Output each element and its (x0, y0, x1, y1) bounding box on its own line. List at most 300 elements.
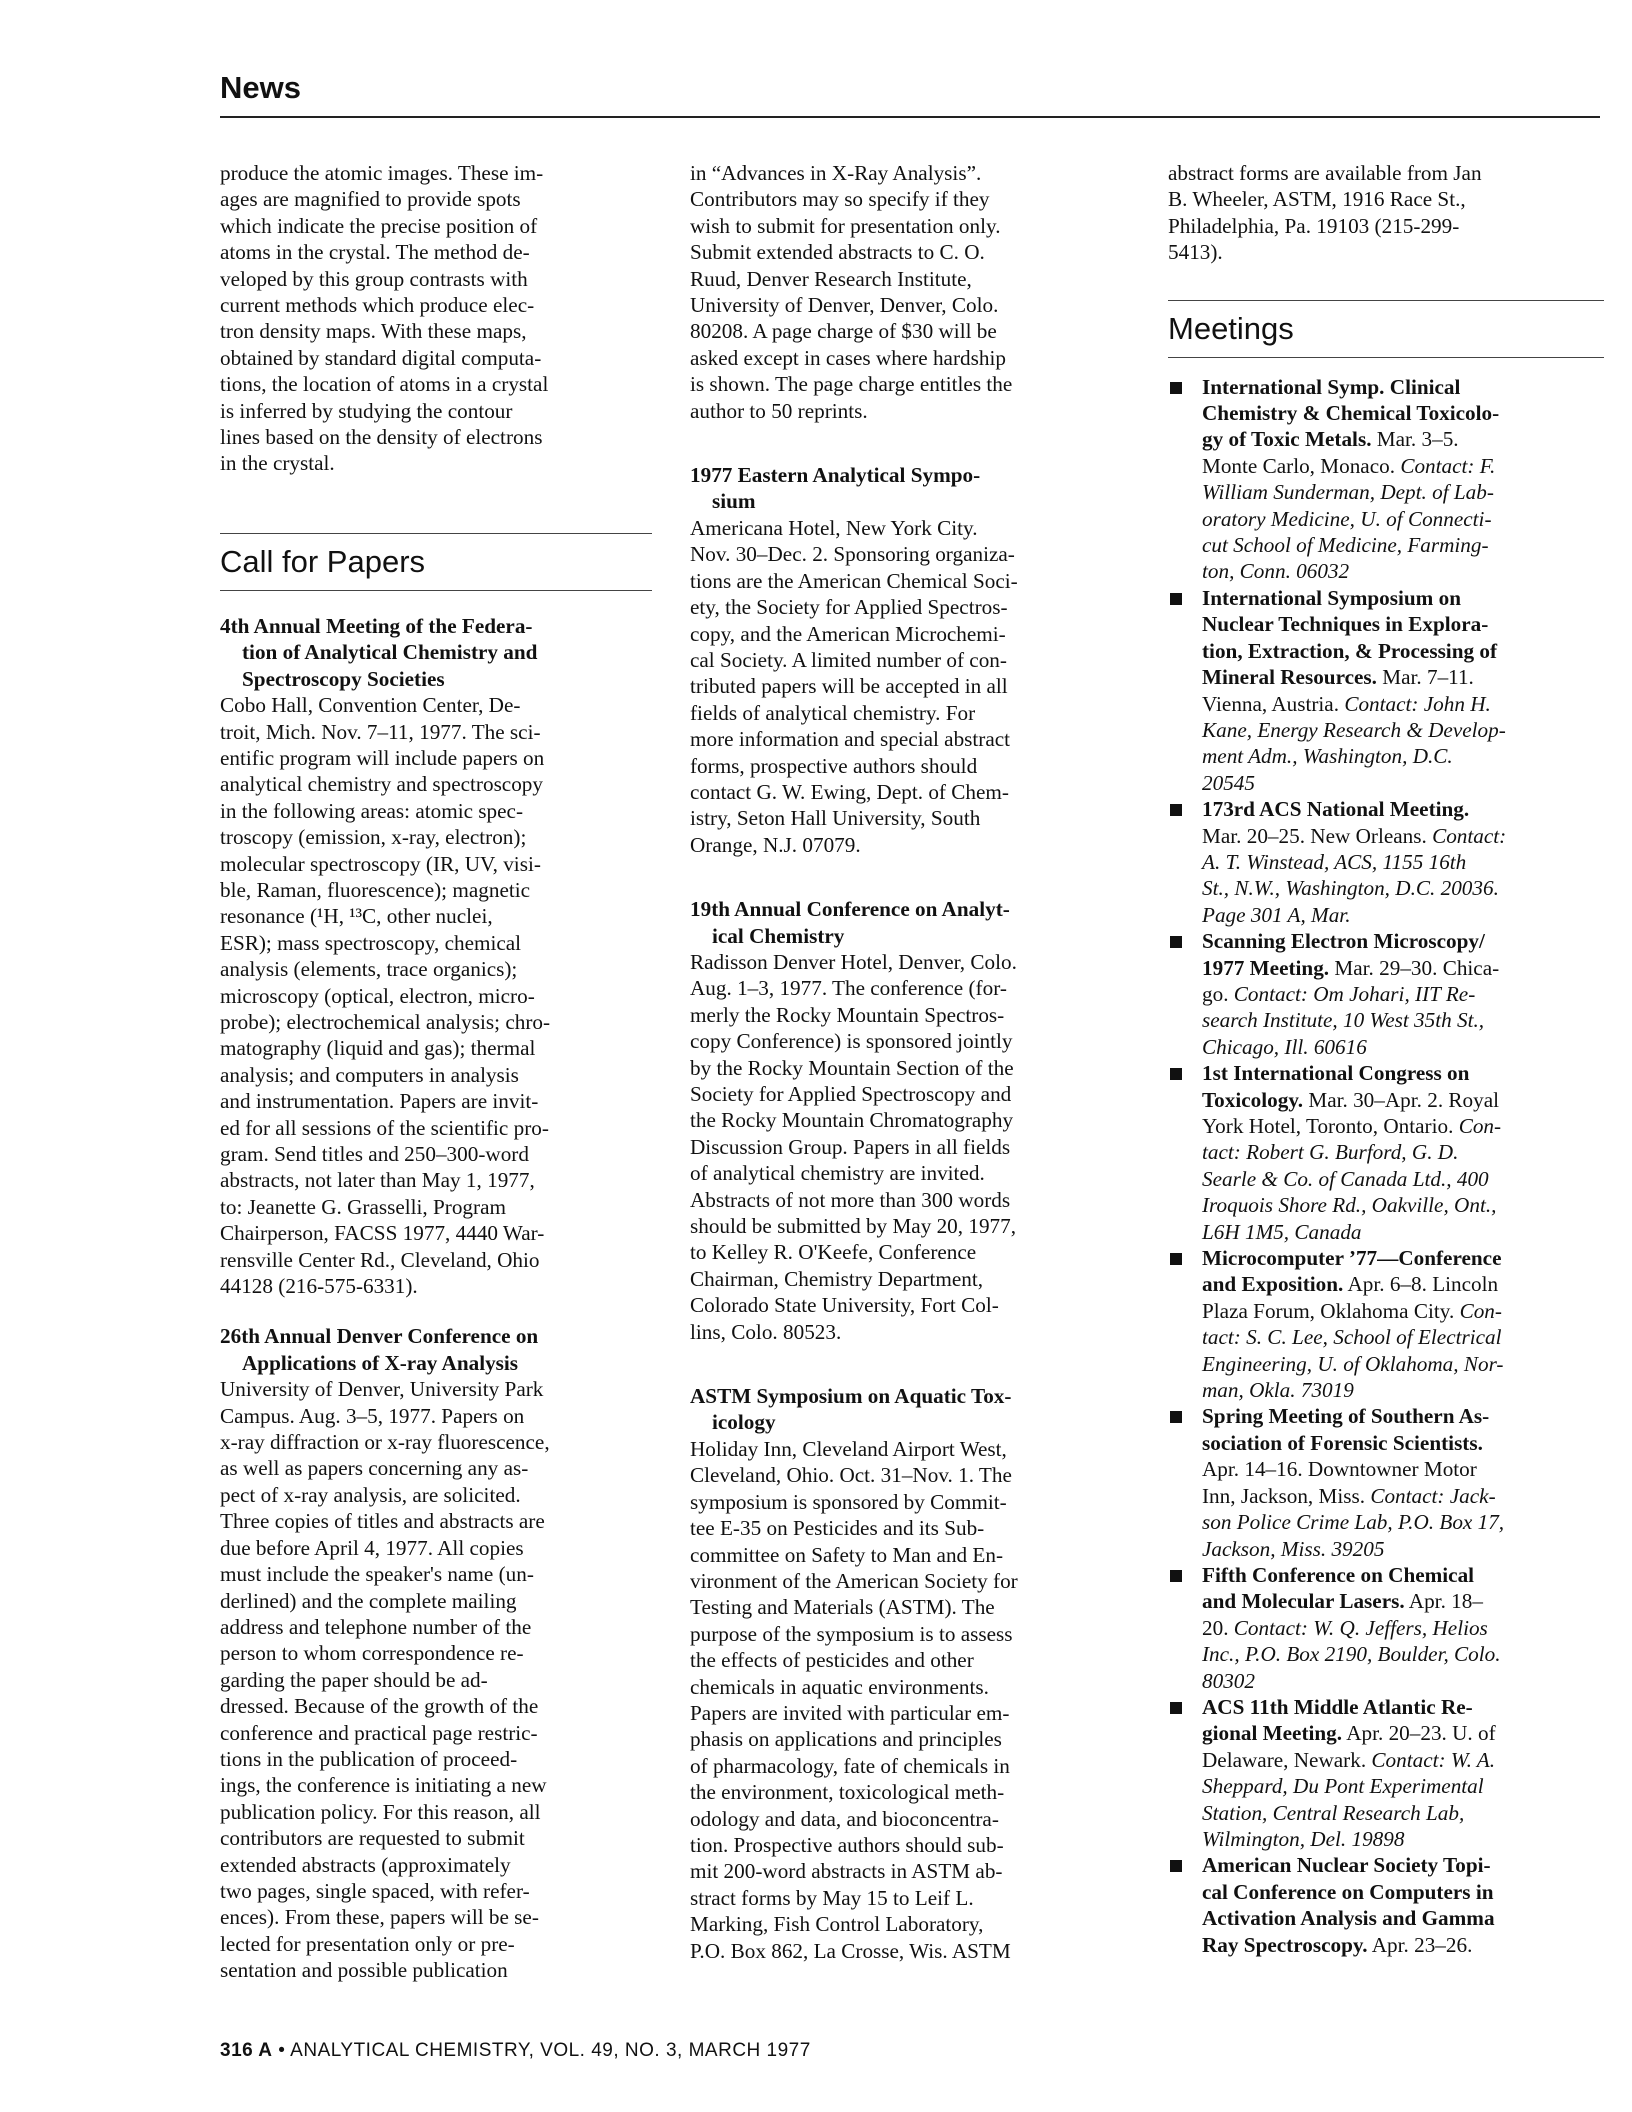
text-line: two pages, single spaced, with refer- (220, 1878, 530, 1903)
meeting-title: ACS 11th Middle Atlantic Re- (1202, 1694, 1473, 1719)
meeting-line (1202, 532, 1604, 558)
text-line: microscopy (optical, electron, micro- (220, 983, 535, 1008)
text-line: vironment of the American Society for (690, 1568, 1018, 1593)
meeting-title: Chemistry & Chemical Toxicolo- (1202, 401, 1500, 426)
text-line: contact G. W. Ewing, Dept. of Chem- (690, 779, 1009, 804)
meeting-line (1202, 479, 1604, 505)
meeting-line (1202, 743, 1604, 769)
text-line: 4th Annual Meeting of the Federa- (220, 613, 533, 638)
text-line: P.O. Box 862, La Crosse, Wis. ASTM (690, 1938, 1011, 1963)
text-line: odology and data, and bioconcentra- (690, 1806, 999, 1831)
text-line: chemicals in aquatic environments. (690, 1674, 989, 1699)
text-line: tron density maps. With these maps, (220, 319, 527, 344)
meeting-line (1202, 1007, 1604, 1033)
meeting-line (1202, 1245, 1604, 1271)
text-line: mit 200-word abstracts in ASTM ab- (690, 1859, 1003, 1884)
meeting-line (1202, 1166, 1604, 1192)
text-line: Three copies of titles and abstracts are (220, 1509, 545, 1534)
meeting-contact: search Institute, 10 West 35th St., (1202, 1008, 1485, 1033)
meeting-line (1202, 955, 1604, 981)
meeting-title: 1st International Congress on (1202, 1061, 1470, 1086)
meeting-line (1202, 1694, 1604, 1720)
text-line: in the following areas: atomic spec- (220, 798, 523, 823)
text-line: matography (liquid and gas); thermal (220, 1036, 536, 1061)
astm-body (690, 1436, 1120, 1964)
meeting-contact: Contact: John H. (1344, 691, 1491, 716)
text-line: forms, prospective authors should (690, 753, 978, 778)
meeting-line (1202, 1139, 1604, 1165)
text-line: Submit extended abstracts to C. O. (690, 240, 985, 265)
text-line: contributors are requested to submit (220, 1826, 525, 1851)
meeting-details: Mar. 30–Apr. 2. Royal (1303, 1087, 1500, 1112)
square-bullet-icon (1170, 1411, 1182, 1423)
meeting-details: Plaza Forum, Oklahoma City. (1202, 1298, 1460, 1323)
meeting-details: York Hotel, Toronto, Ontario. (1202, 1114, 1459, 1138)
text-line: address and telephone number of the (220, 1614, 532, 1639)
meeting-details: Inn, Jackson, Miss. (1202, 1483, 1371, 1508)
meeting-details: Delaware, Newark. (1202, 1747, 1372, 1772)
meeting-line (1202, 1324, 1604, 1350)
meeting-title: Fifth Conference on Chemical (1202, 1562, 1475, 1587)
text-line: merly the Rocky Mountain Spectros- (690, 1002, 1005, 1027)
text-line: B. Wheeler, ASTM, 1916 Race St., (1168, 187, 1466, 212)
text-line: Applications of X-ray Analysis (242, 1350, 519, 1375)
meeting-line (1202, 1060, 1604, 1086)
meeting-contact: 20545 (1202, 770, 1255, 795)
text-line: probe); electrochemical analysis; chro- (220, 1009, 551, 1034)
meeting-contact: Sheppard, Du Pont Experimental (1202, 1774, 1484, 1799)
meeting-contact: tact: Robert G. Burford, G. D. (1202, 1140, 1459, 1165)
meeting-line (1202, 1351, 1604, 1377)
text-line: ESR); mass spectroscopy, chemical (220, 930, 522, 955)
meeting-contact: Station, Central Research Lab, (1202, 1800, 1465, 1825)
meeting-line (1202, 1720, 1604, 1746)
text-line: fields of analytical chemistry. For (690, 700, 976, 725)
intro-paragraph (220, 160, 652, 477)
meeting-title: gional Meeting. (1202, 1721, 1343, 1746)
meeting-line (1202, 1562, 1604, 1588)
text-line: stract forms by May 15 to Leif L. (690, 1885, 974, 1910)
meeting-details: Apr. 18– (1404, 1589, 1483, 1614)
text-line: University of Denver, University Park (220, 1377, 544, 1402)
meeting-line (1202, 611, 1604, 637)
meeting-contact: tact: S. C. Lee, School of Electrical (1202, 1325, 1502, 1350)
text-line: Americana Hotel, New York City. (690, 515, 978, 540)
meeting-title: sociation of Forensic Scientists. (1202, 1430, 1483, 1455)
text-line: 5413). (1168, 240, 1223, 265)
meeting-line (1202, 875, 1604, 901)
text-line: Orange, N.J. 07079. (690, 832, 861, 857)
text-line: cal Society. A limited number of con- (690, 647, 1007, 672)
text-line: by the Rocky Mountain Section of the (690, 1055, 1014, 1080)
text-line: Cobo Hall, Convention Center, De- (220, 693, 521, 718)
text-line: the Rocky Mountain Chromatography (690, 1108, 1014, 1133)
journal-citation: ANALYTICAL CHEMISTRY, VOL. 49, NO. 3, MARCH 1977 (290, 2040, 811, 2061)
meeting-line (1202, 981, 1604, 1007)
text-line: tion of Analytical Chemistry and (242, 640, 538, 665)
text-line: Testing and Materials (ASTM). The (690, 1595, 995, 1620)
text-line: entific program will include papers on (220, 745, 545, 770)
square-bullet-icon (1170, 804, 1182, 816)
text-line: tions, the location of atoms in a crystal (220, 372, 549, 397)
meeting-title: Activation Analysis and Gamma (1202, 1906, 1495, 1931)
text-line: veloped by this group contrasts with (220, 266, 528, 291)
text-line: ety, the Society for Applied Spectros- (690, 595, 1008, 620)
text-line: asked except in cases where hardship (690, 345, 1006, 370)
meeting-title: American Nuclear Society Topi- (1202, 1853, 1491, 1878)
text-line: 19th Annual Conference on Analyt- (690, 897, 1010, 922)
text-line: Nov. 30–Dec. 2. Sponsoring organiza- (690, 542, 1015, 567)
meeting-contact: man, Okla. 73019 (1202, 1378, 1354, 1403)
meeting-line (1202, 426, 1604, 452)
square-bullet-icon (1170, 936, 1182, 948)
meeting-line (1202, 1641, 1604, 1667)
section-header: News (220, 70, 301, 105)
meeting-line (1202, 928, 1604, 954)
meeting-title: 173rd ACS National Meeting. (1202, 797, 1470, 822)
meetings-heading: Meetings (1168, 300, 1604, 358)
text-line: 80208. A page charge of $30 will be (690, 319, 997, 344)
meeting-item (1168, 1245, 1604, 1403)
text-line: Chairperson, FACSS 1977, 4440 War- (220, 1221, 545, 1246)
meeting-details: Apr. 23–26. (1367, 1932, 1473, 1957)
meeting-contact: William Sunderman, Dept. of Lab- (1202, 480, 1494, 505)
text-line: tions are the American Chemical Soci- (690, 568, 1018, 593)
denver-title (220, 1323, 652, 1376)
meeting-contact: Contact: W. A. (1371, 1747, 1496, 1772)
text-line: should be submitted by May 20, 1977, (690, 1214, 1017, 1239)
text-line: tributed papers will be accepted in all (690, 674, 1008, 699)
meeting-line (1202, 1905, 1604, 1931)
text-line: lins, Colo. 80523. (690, 1319, 842, 1344)
text-line: symposium is sponsored by Commit- (690, 1489, 1007, 1514)
meeting-title: cal Conference on Computers in (1202, 1879, 1494, 1904)
meeting-contact: 80302 (1202, 1668, 1255, 1693)
text-line: Ruud, Denver Research Institute, (690, 266, 972, 291)
meeting-contact: St., N.W., Washington, D.C. 20036. (1202, 876, 1499, 901)
text-line: lected for presentation only or pre- (220, 1931, 515, 1956)
meeting-details: Apr. 20–23. U. of (1342, 1721, 1496, 1746)
text-line: due before April 4, 1977. All copies (220, 1535, 524, 1560)
text-line: tion. Prospective authors should sub- (690, 1832, 1004, 1857)
text-line: sium (712, 489, 756, 514)
text-line: analytical chemistry and spectroscopy (220, 772, 543, 797)
text-line: Holiday Inn, Cleveland Airport West, (690, 1436, 1007, 1461)
meeting-line (1202, 1113, 1604, 1139)
meeting-contact: Contact: W. Q. Jeffers, Helios (1233, 1615, 1488, 1640)
meeting-contact: Searle & Co. of Canada Ltd., 400 (1202, 1166, 1489, 1191)
text-line: to Kelley R. O'Keefe, Conference (690, 1240, 977, 1265)
text-line: 44128 (216-575-6331). (220, 1274, 418, 1299)
text-line: Cleveland, Ohio. Oct. 31–Nov. 1. The (690, 1463, 1012, 1488)
text-line: ings, the conference is initiating a new (220, 1773, 547, 1798)
text-line: current methods which produce elec- (220, 293, 535, 318)
text-line: rensville Center Rd., Cleveland, Ohio (220, 1247, 540, 1272)
meeting-line (1202, 1298, 1604, 1324)
text-line: as well as papers concerning any as- (220, 1456, 529, 1481)
text-line: to: Jeanette G. Grasselli, Program (220, 1194, 506, 1219)
page-footer (220, 2040, 811, 2062)
meeting-line (1202, 585, 1604, 611)
text-line: abstract forms are available from Jan (1168, 161, 1482, 185)
meeting-line (1202, 374, 1604, 400)
text-line: Society for Applied Spectroscopy and (690, 1082, 1012, 1106)
text-line: lines based on the density of electrons (220, 425, 543, 450)
text-line: Aug. 1–3, 1977. The conference (for- (690, 976, 1007, 1001)
meeting-contact: Iroquois Shore Rd., Oakville, Ont., (1202, 1193, 1497, 1218)
text-line: analysis (elements, trace organics); (220, 957, 518, 982)
meeting-details: 20. (1202, 1615, 1234, 1640)
text-line: ages are magnified to provide spots (220, 187, 521, 212)
meeting-line (1202, 1747, 1604, 1773)
text-line: Radisson Denver Hotel, Denver, Colo. (690, 949, 1017, 974)
text-line: resonance (¹H, ¹³C, other nuclei, (220, 904, 493, 929)
meeting-line (1202, 1826, 1604, 1852)
eastern-title (690, 462, 1120, 515)
square-bullet-icon (1170, 593, 1182, 605)
text-line: conference and practical page restric- (220, 1720, 538, 1745)
text-line: produce the atomic images. These im- (220, 161, 544, 185)
text-line: is inferred by studying the contour (220, 398, 513, 423)
text-line: University of Denver, Denver, Colo. (690, 293, 999, 318)
meeting-line (1202, 664, 1604, 690)
text-line: in the crystal. (220, 451, 335, 476)
meeting-line (1202, 506, 1604, 532)
meeting-line (1202, 400, 1604, 426)
call-for-papers-heading: Call for Papers (220, 533, 652, 591)
astm-title (690, 1383, 1120, 1436)
text-line: copy, and the American Microchemi- (690, 621, 1006, 646)
meeting-contact: Engineering, U. of Oklahoma, Nor- (1202, 1351, 1504, 1376)
meeting-line (1202, 558, 1604, 584)
meeting-item (1168, 1694, 1604, 1852)
meeting-details: Mar. 29–30. Chica- (1329, 955, 1500, 980)
meeting-details: Mar. 3–5. (1371, 427, 1459, 452)
text-line: atoms in the crystal. The method de- (220, 240, 530, 265)
text-line: Spectroscopy Societies (242, 666, 445, 691)
meeting-title: Nuclear Techniques in Explora- (1202, 612, 1489, 637)
meeting-line (1202, 1034, 1604, 1060)
text-line: troit, Mich. Nov. 7–11, 1977. The sci- (220, 719, 541, 744)
meeting-contact: cut School of Medicine, Farming- (1202, 533, 1489, 558)
meeting-line (1202, 849, 1604, 875)
text-line: ASTM Symposium on Aquatic Tox- (690, 1384, 1012, 1409)
text-line: in “Advances in X-Ray Analysis”. (690, 161, 982, 185)
text-line: and instrumentation. Papers are invit- (220, 1089, 539, 1114)
meeting-title: Scanning Electron Microscopy/ (1202, 929, 1485, 954)
meeting-title: gy of Toxic Metals. (1202, 427, 1372, 452)
meeting-contact: Contact: F. (1400, 453, 1496, 478)
text-line: Chairman, Chemistry Department, (690, 1266, 984, 1291)
meeting-line (1202, 1456, 1604, 1482)
meeting-item (1168, 1852, 1604, 1958)
meeting-contact: Wilmington, Del. 19898 (1202, 1826, 1405, 1851)
meeting-contact: Contact: (1432, 823, 1507, 848)
meeting-line (1202, 1403, 1604, 1429)
text-line: is shown. The page charge entitles the (690, 372, 1013, 397)
text-line: ical Chemistry (712, 923, 845, 948)
text-line: of pharmacology, fate of chemicals in (690, 1753, 1010, 1778)
meeting-contact: Con- (1459, 1298, 1502, 1323)
meeting-item (1168, 796, 1604, 928)
text-line: gram. Send titles and 250–300-word (220, 1142, 529, 1166)
meeting-contact: Kane, Energy Research & Develop- (1202, 717, 1506, 742)
meeting-contact: A. T. Winstead, ACS, 1155 16th (1202, 849, 1467, 874)
meeting-contact: Page 301 A, Mar. (1202, 902, 1351, 927)
meeting-contact: ment Adm., Washington, D.C. (1202, 744, 1453, 769)
meeting-item (1168, 928, 1604, 1060)
meeting-line (1202, 796, 1604, 822)
meeting-line (1202, 1377, 1604, 1403)
text-line: dressed. Because of the growth of the (220, 1694, 539, 1719)
text-line: of analytical chemistry are invited. (690, 1161, 985, 1186)
text-line: 26th Annual Denver Conference on (220, 1324, 539, 1349)
meeting-title: International Symposium on (1202, 585, 1462, 610)
meeting-contact: oratory Medicine, U. of Connecti- (1202, 506, 1492, 531)
square-bullet-icon (1170, 1860, 1182, 1872)
meeting-line (1202, 1773, 1604, 1799)
text-line: icology (712, 1410, 776, 1435)
meeting-line (1202, 1879, 1604, 1905)
page-number: 316 A (220, 2040, 273, 2061)
meeting-title: and Exposition. (1202, 1272, 1344, 1297)
meeting-line (1202, 691, 1604, 717)
meeting-contact: Contact: Om Johari, IIT Re- (1233, 981, 1476, 1006)
text-line: purpose of the symposium is to assess (690, 1621, 1013, 1646)
text-line: x-ray diffraction or x-ray fluorescence, (220, 1430, 550, 1455)
meeting-line (1202, 902, 1604, 928)
text-line: obtained by standard digital computa- (220, 345, 542, 370)
meeting-title: 1977 Meeting. (1202, 955, 1330, 980)
text-line: 1977 Eastern Analytical Sympo- (690, 463, 981, 488)
meeting-line (1202, 1483, 1604, 1509)
denver-continuation (690, 160, 1120, 424)
meeting-details: Mar. 7–11. (1376, 665, 1474, 690)
meeting-title: Microcomputer ’77—Conference (1202, 1246, 1502, 1271)
meeting-line (1202, 770, 1604, 796)
text-line: analysis; and computers in analysis (220, 1062, 519, 1087)
square-bullet-icon (1170, 1570, 1182, 1582)
text-line: Contributors may so specify if they (690, 187, 990, 212)
meeting-details: go. (1202, 981, 1234, 1006)
text-line: derlined) and the complete mailing (220, 1588, 517, 1613)
square-bullet-icon (1170, 382, 1182, 394)
meeting-line (1202, 1192, 1604, 1218)
meeting-item (1168, 1403, 1604, 1561)
meeting-title: tion, Extraction, & Processing of (1202, 638, 1498, 663)
text-line: person to whom correspondence re- (220, 1641, 524, 1666)
meeting-line (1202, 453, 1604, 479)
meeting-line (1202, 1852, 1604, 1878)
footer-separator: • (278, 2040, 286, 2061)
text-line: garding the paper should be ad- (220, 1667, 488, 1692)
meeting-contact: ton, Conn. 06032 (1202, 559, 1350, 584)
text-line: ble, Raman, fluorescence); magnetic (220, 877, 531, 902)
text-line: must include the speaker's name (un- (220, 1562, 534, 1587)
annual19-body (690, 949, 1120, 1345)
header-rule (220, 116, 1600, 118)
text-line: pect of x-ray analysis, are solicited. (220, 1482, 521, 1507)
text-line: which indicate the precise position of (220, 213, 538, 238)
meeting-contact: Chicago, Ill. 60616 (1202, 1034, 1367, 1059)
text-line: molecular spectroscopy (IR, UV, visi- (220, 851, 541, 876)
meeting-line (1202, 1509, 1604, 1535)
meeting-item (1168, 374, 1604, 585)
text-line: extended abstracts (approximately (220, 1852, 511, 1877)
text-line: tions in the publication of proceed- (220, 1746, 518, 1771)
meeting-title: Mineral Resources. (1202, 665, 1377, 690)
meeting-line (1202, 1430, 1604, 1456)
text-line: Papers are invited with particular em- (690, 1700, 1010, 1725)
meeting-title: Spring Meeting of Southern As- (1202, 1404, 1490, 1429)
meeting-line (1202, 823, 1604, 849)
text-line: tee E-35 on Pesticides and its Sub- (690, 1516, 985, 1541)
meeting-contact: Jackson, Miss. 39205 (1202, 1536, 1385, 1561)
astm-continuation (1168, 160, 1604, 266)
meeting-details: Vienna, Austria. (1202, 691, 1345, 716)
text-line: Discussion Group. Papers in all fields (690, 1134, 1011, 1159)
text-line: Abstracts of not more than 300 words (690, 1187, 1011, 1212)
text-line: Philadelphia, Pa. 19103 (215-299- (1168, 213, 1460, 238)
text-line: wish to submit for presentation only. (690, 213, 1001, 238)
text-line: the effects of pesticides and other (690, 1648, 974, 1673)
annual19-title (690, 896, 1120, 949)
meeting-title: and Molecular Lasers. (1202, 1589, 1405, 1614)
meeting-line (1202, 1615, 1604, 1641)
text-line: copy Conference) is sponsored jointly (690, 1029, 1013, 1054)
text-line: committee on Safety to Man and En- (690, 1542, 1004, 1567)
meeting-title: International Symp. Clinical (1202, 374, 1461, 399)
square-bullet-icon (1170, 1068, 1182, 1080)
meeting-contact: Inc., P.O. Box 2190, Boulder, Colo. (1202, 1642, 1501, 1667)
denver-body (220, 1376, 652, 1983)
eastern-body (690, 515, 1120, 858)
meeting-line (1202, 1588, 1604, 1614)
meeting-line (1202, 717, 1604, 743)
text-line: author to 50 reprints. (690, 398, 868, 423)
meeting-contact: Contact: Jack- (1370, 1483, 1496, 1508)
meeting-item (1168, 1060, 1604, 1245)
meeting-line (1202, 1219, 1604, 1245)
column-2 (690, 160, 1120, 1964)
meeting-item (1168, 1562, 1604, 1694)
meetings-list (1168, 374, 1604, 1958)
text-line: the environment, toxicological meth- (690, 1780, 1005, 1805)
meeting-line (1202, 1271, 1604, 1297)
text-line: Colorado State University, Fort Col- (690, 1293, 999, 1318)
meeting-line (1202, 1536, 1604, 1562)
text-line: more information and special abstract (690, 727, 1011, 752)
square-bullet-icon (1170, 1253, 1182, 1265)
text-line: sentation and possible publication (220, 1958, 508, 1983)
facss-body (220, 692, 652, 1299)
text-line: publication policy. For this reason, all (220, 1799, 541, 1824)
text-line: phasis on applications and principles (690, 1727, 1002, 1752)
meeting-title: Toxicology. (1202, 1087, 1304, 1112)
meeting-details: Apr. 6–8. Lincoln (1343, 1272, 1499, 1297)
meeting-line (1202, 1932, 1604, 1958)
meeting-title: Ray Spectroscopy. (1202, 1932, 1368, 1957)
meeting-item (1168, 585, 1604, 796)
text-line: Campus. Aug. 3–5, 1977. Papers on (220, 1403, 525, 1428)
meeting-line (1202, 1087, 1604, 1113)
meeting-contact: L6H 1M5, Canada (1202, 1219, 1362, 1244)
text-line: abstracts, not later than May 1, 1977, (220, 1168, 535, 1193)
facss-title (220, 613, 652, 692)
column-3 (1168, 160, 1604, 1958)
text-line: troscopy (emission, x-ray, electron); (220, 825, 527, 850)
meeting-line (1202, 638, 1604, 664)
